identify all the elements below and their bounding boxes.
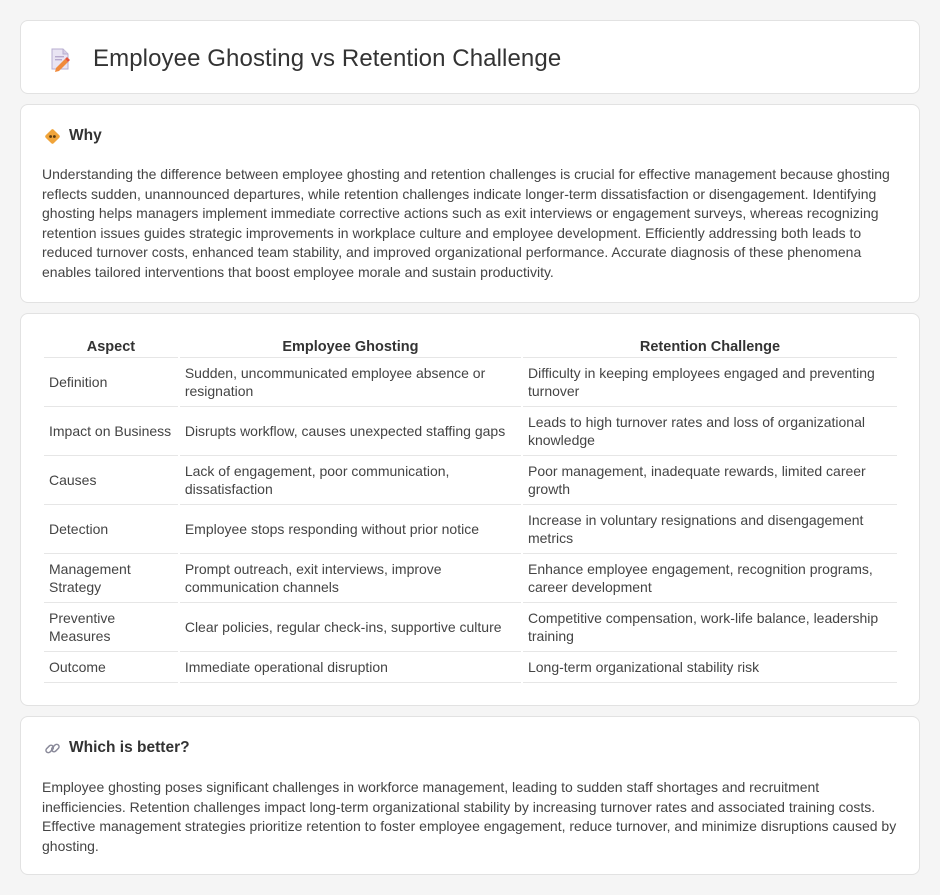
ghosting-cell: Prompt outreach, exit interviews, improve communication channels (180, 554, 521, 603)
retention-cell: Increase in voluntary resignations and disengagement metrics (523, 505, 897, 554)
header-retention-challenge: Retention Challenge (523, 334, 897, 358)
aspect-cell: Preventive Measures (44, 603, 178, 652)
better-heading (44, 739, 190, 757)
why-text: Understanding the difference between employee ghosting and retention challenges is crucial for effective management because ghosting reflects sudden, unannounced departures, while retention challenges indicate longer-term dissatisfaction or disengagement. Identifying ghosting helps managers implement immediate corrective actions such as exit interviews or engagement surveys, whereas recognizing retention issues guides strategic improvements in workplace culture and employee development. Efficiently addressing both leads to reduced turnover costs, enhanced team stability, and improved organizational performance. Accurate diagnosis of these phenomena enables tailored interventions that boost employee morale and sustain productivity. (42, 166, 890, 280)
ghosting-cell: Immediate operational disruption (180, 652, 521, 683)
retention-cell: Difficulty in keeping employees engaged and preventing turnover (523, 358, 897, 407)
aspect-cell: Causes (44, 456, 178, 505)
table-row (44, 407, 897, 456)
diamond-sign-icon (44, 128, 61, 145)
retention-cell: Competitive compensation, work-life balance, leadership training (523, 603, 897, 652)
table-row (44, 652, 897, 683)
aspect-cell: Impact on Business (44, 407, 178, 456)
comparison-section (20, 313, 920, 706)
table-header-row (44, 334, 897, 358)
page-title: Employee Ghosting vs Retention Challenge (93, 45, 562, 72)
aspect-cell: Definition (44, 358, 178, 407)
table-row (44, 456, 897, 505)
header-row (47, 45, 561, 73)
better-text: Employee ghosting poses significant challenges in workforce management, leading to sudden staff shortages and recruitment inefficiencies. Retention challenges impact long-term organizational stability by increasing turnover rates and associated training costs. Effective management strategies prioritize retention to foster employee engagement, reduce turnover, and minimize disruptions caused by ghosting. (42, 779, 897, 854)
ghosting-cell: Clear policies, regular check-ins, supportive culture (180, 603, 521, 652)
aspect-cell: Outcome (44, 652, 178, 683)
why-title: Why (69, 127, 102, 144)
ghosting-cell: Disrupts workflow, causes unexpected staffing gaps (180, 407, 521, 456)
ghosting-cell: Sudden, uncommunicated employee absence or resignation (180, 358, 521, 407)
why-section (20, 104, 920, 303)
header-employee-ghosting: Employee Ghosting (180, 334, 521, 358)
table-row (44, 603, 897, 652)
aspect-cell: Management Strategy (44, 554, 178, 603)
comparison-table (42, 334, 899, 683)
retention-cell: Leads to high turnover rates and loss of organizational knowledge (523, 407, 897, 456)
better-title: Which is better? (69, 739, 190, 756)
which-is-better-section (20, 716, 920, 875)
retention-cell: Enhance employee engagement, recognition programs, career development (523, 554, 897, 603)
retention-cell: Long-term organizational stability risk (523, 652, 897, 683)
table-row (44, 505, 897, 554)
table-row (44, 554, 897, 603)
ghosting-cell: Lack of engagement, poor communication, dissatisfaction (180, 456, 521, 505)
aspect-cell: Detection (44, 505, 178, 554)
ghosting-cell: Employee stops responding without prior notice (180, 505, 521, 554)
header-aspect: Aspect (44, 334, 178, 358)
document-edit-icon (47, 46, 73, 72)
why-heading (44, 127, 102, 145)
header-card (20, 20, 920, 94)
retention-cell: Poor management, inadequate rewards, limited career growth (523, 456, 897, 505)
table-row (44, 358, 897, 407)
link-icon (44, 740, 61, 757)
